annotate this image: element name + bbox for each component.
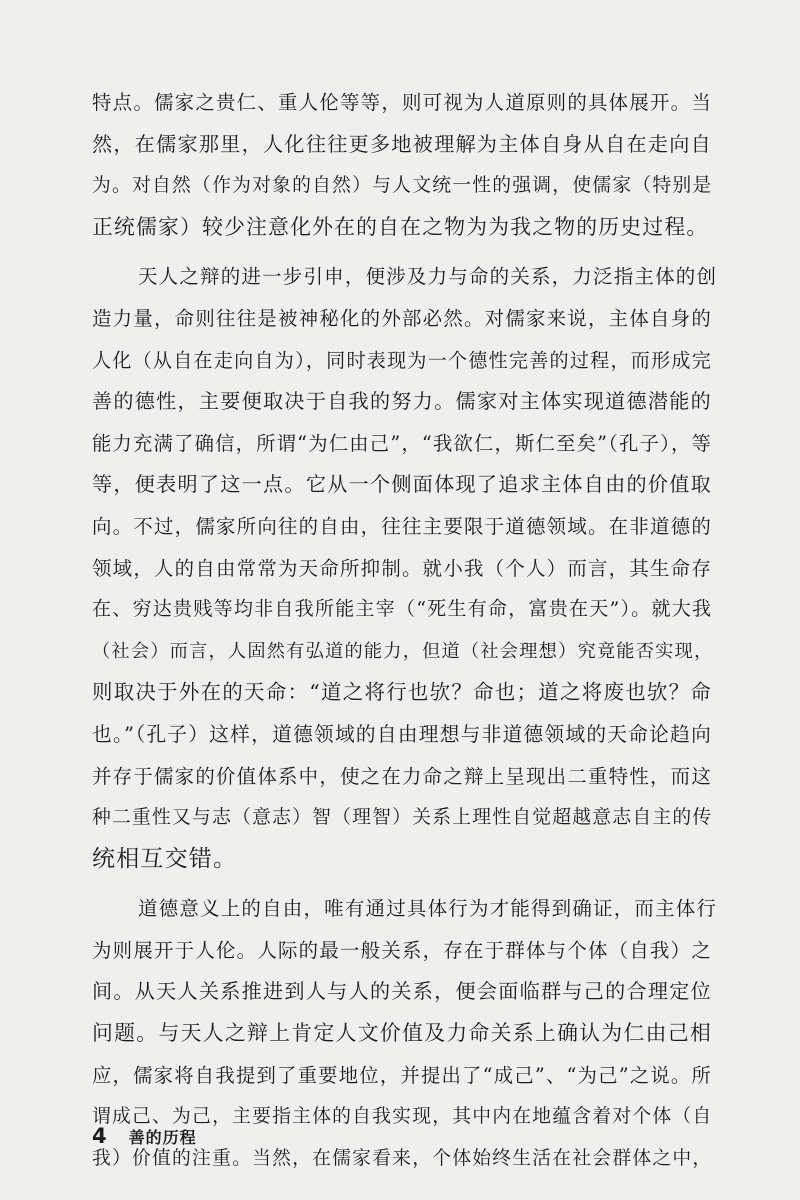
text-line: 向。不过，儒家所向往的自由，往往主要限于道德领域。在非道德的: [92, 514, 712, 538]
text-line: 则取决于外在的天命：“道之将行也欤？命也；道之将废也欤？命: [92, 680, 712, 705]
text-line: 我）价值的注重。当然，在儒家看来，个体始终生活在社会群体之中，: [92, 1147, 713, 1169]
text-line: 天人之辩的进一步引申，便涉及力与命的关系，力泛指主体的创: [138, 265, 718, 289]
paragraph-2: [92, 256, 718, 880]
page-number: 4: [92, 1124, 107, 1148]
text-line: 问题。与天人之辩上肯定人文价值及力命关系上确认为仁由己相: [92, 1021, 712, 1046]
text-line: 种二重性又与志（意志）智（理智）关系上理性自觉超越意志自主的传: [92, 807, 713, 829]
text-line: 正统儒家）较少注意化外在的自在之物为为我之物的历史过程。: [92, 214, 709, 239]
text-line: 领域，人的自由常常为天命所抑制。就小我（个人）而言，其生命存: [92, 556, 712, 580]
text-line: 道德意义上的自由，唯有通过具体行为才能得到确证，而主体行: [138, 897, 718, 921]
paragraph-1: [92, 82, 712, 248]
text-line: 然，在儒家那里，人化往往更多地被理解为主体自身从自在走向自: [92, 131, 712, 156]
text-line: 特点。儒家之贵仁、重人伦等等，则可视为人道原则的具体展开。当: [92, 91, 712, 114]
text-line: 谓成己、为己，主要指主体的自我实现，其中内在地蕴含着对个体（自: [92, 1106, 713, 1128]
text-line: 等，便表明了这一点。它从一个侧面体现了追求主体自由的价值取: [92, 472, 712, 497]
text-line: 在、穷达贵贱等均非自我所能主宰（“死生有命，富贵在天”）。就大我: [92, 598, 713, 621]
text-line: 造力量，命则往往是被神秘化的外部必然。对儒家来说，主体自身的: [92, 306, 712, 330]
text-line: 间。从天人关系推进到人与人的关系，便会面临群与己的合理定位: [92, 979, 712, 1004]
text-line: 人化（从自在走向自为），同时表现为一个德性完善的过程，而形成完: [92, 348, 712, 372]
text-line: 善的德性，主要便取决于自我的努力。儒家对主体实现道德潜能的: [92, 389, 712, 414]
text-line: 能力充满了确信，所谓“为仁由己”，“我欲仁，斯仁至矣”（孔子），等: [92, 431, 712, 455]
text-line: 应，儒家将自我提到了重要地位，并提出了“成己”、“为己”之说。所: [92, 1063, 713, 1087]
text-line: 并存于儒家的价值体系中，使之在力命之辩上呈现出二重特性，而这: [92, 764, 712, 788]
page-footer: [92, 1122, 197, 1150]
text-line: 也。”（孔子）这样，道德领域的自由理想与非道德领域的天命论趋向: [92, 722, 712, 746]
text-line: 统相互交错。: [92, 845, 238, 872]
body-text: [92, 82, 718, 1179]
text-line: （社会）而言，人固然有弘道的能力，但道（社会理想）究竟能否实现，: [92, 640, 714, 662]
text-line: 为。对自然（作为对象的自然）与人文统一性的强调，使儒家（特别是: [92, 175, 713, 197]
text-line: 为则展开于人伦。人际的最一般关系，存在于群体与个体（自我）之: [92, 938, 712, 962]
running-title: 善的历程: [128, 1127, 197, 1147]
